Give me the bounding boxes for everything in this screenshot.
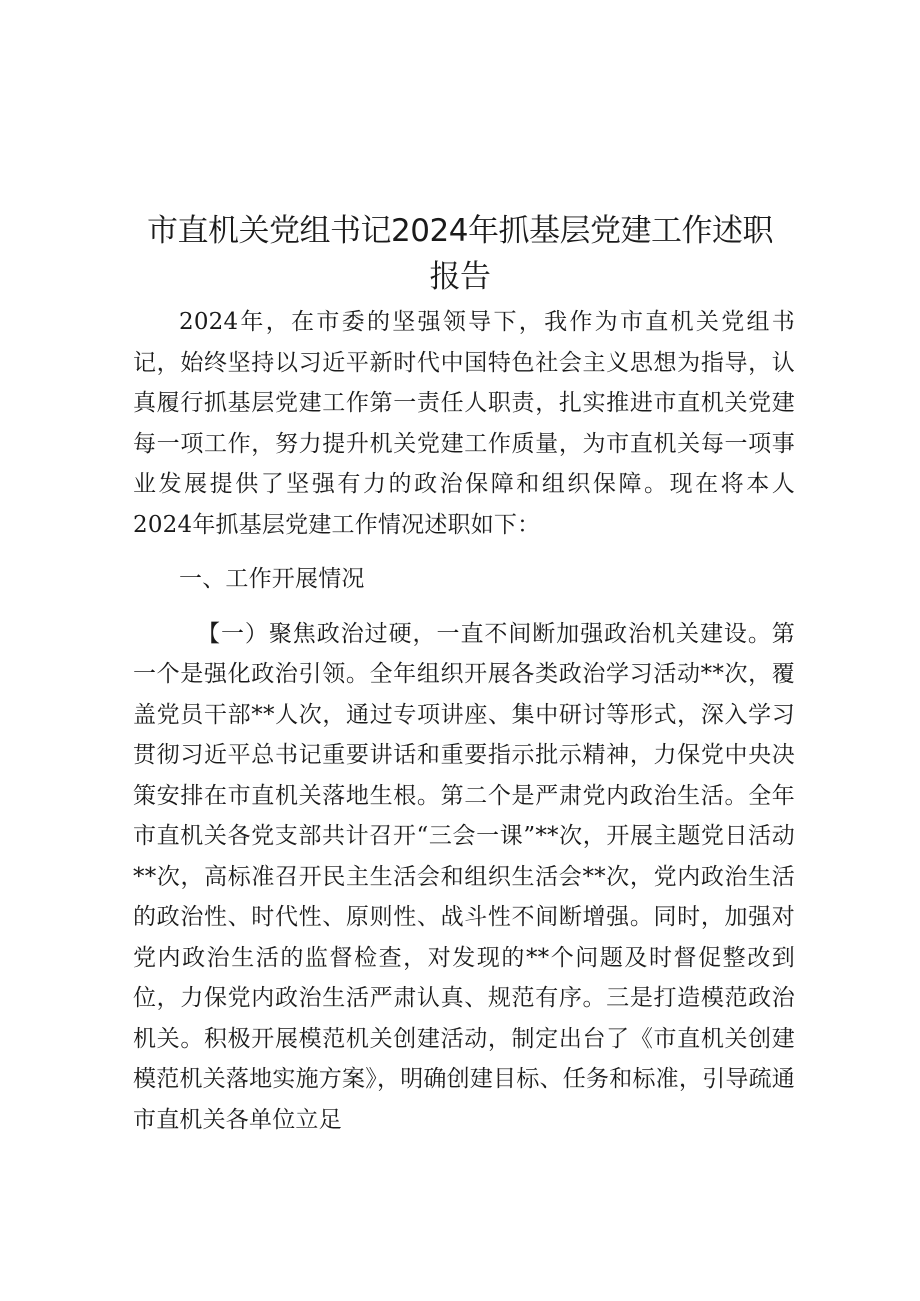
document-title [130,208,790,300]
section-heading: 一、工作开展情况 [179,566,365,592]
title-line-2: 报告 [429,259,491,295]
section-paragraph: 【一）聚焦政治过硬，一直不间断加强政治机关建设。第一个是强化政治引领。全年组织开展各类政治学习活动**次，覆盖党员干部**人次，通过专项讲座、集中研讨等形式，深入学习贯彻习近平总书记重要讲话和重要指示批示精神，力保党中央决策安排在市直机关落地生根。第二个是严肃党内政治生活。全年市直机关各党支部共计召开“三会一课”**次，开展主题党日活动**次，高标准召开民主生活会和组织生活会**次，党内政治生活的政治性、时代性、原则性、战斗性不间断增强。同时，加强对党内政治生活的监督检查，对发现的**个问题及时督促整改到位，力保党内政治生活严肃认真、规范有序。三是打造模范政治机关。积极开展模范机关创建活动，制定出台了《市直机关创建模范机关落地实施方案》，明确创建目标、任务和标准，引导疏通市直机关各单位立足 [133,620,795,1133]
document-body [133,302,795,1140]
title-line-1: 市直机关党组书记2024年抓基层党建工作述职 [147,213,773,249]
intro-paragraph: 2024年，在市委的坚强领导下，我作为市直机关党组书记，始终坚持以习近平新时代中国特色社会主义思想为指导，认真履行抓基层党建工作第一责任人职责，扎实推进市直机关党建每一项工作，努力提升机关党建工作质量，为市直机关每一项事业发展提供了坚强有力的政治保障和组织保障。现在将本人2024年抓基层党建工作情况述职如下： [133,309,795,538]
